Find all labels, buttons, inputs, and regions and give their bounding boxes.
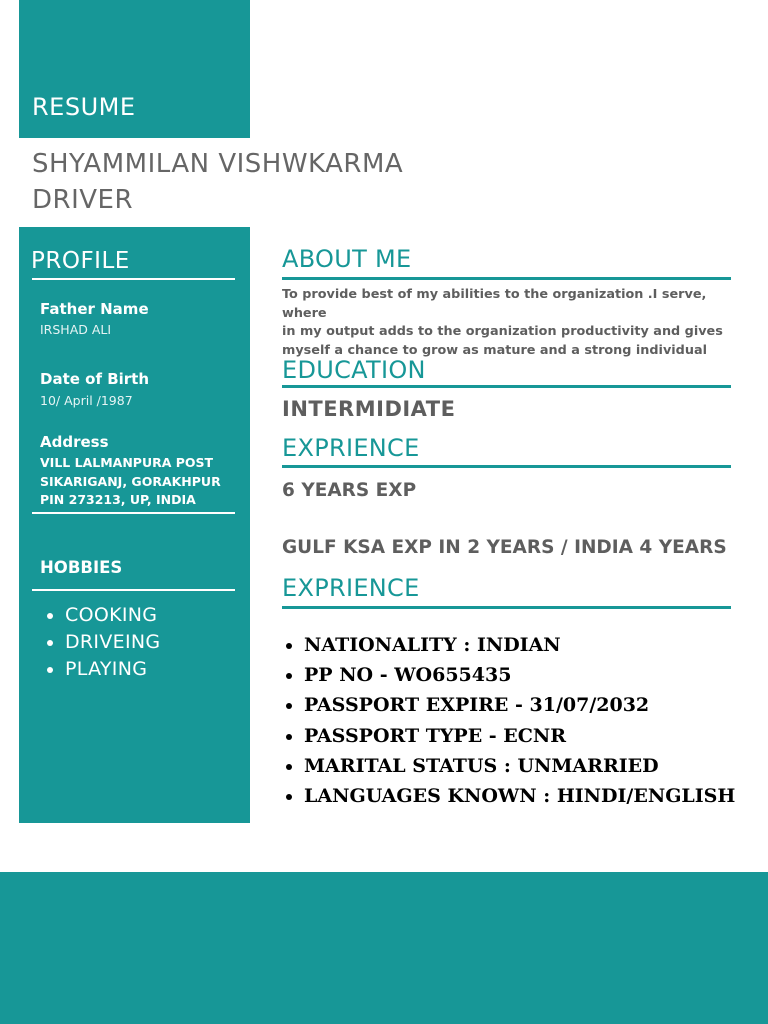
detail-item: • LANGUAGES KNOWN : HINDI/ENGLISH — [304, 781, 735, 811]
education-heading: EDUCATION — [282, 356, 426, 384]
hobby-item: • COOKING — [65, 602, 160, 629]
profile-heading: PROFILE — [31, 248, 130, 274]
candidate-role: DRIVER — [32, 185, 134, 215]
personal-heading: EXPRIENCE — [282, 574, 420, 602]
hobbies-divider — [32, 589, 235, 591]
address-divider — [32, 512, 235, 514]
personal-divider — [282, 606, 731, 609]
detail-item: • PP NO - WO655435 — [304, 660, 735, 690]
experience-heading: EXPRIENCE — [282, 434, 420, 462]
detail-item: • PASSPORT TYPE - ECNR — [304, 721, 735, 751]
dob-value: 10/ April /1987 — [40, 393, 133, 408]
address-line: VILL LALMANPURA POST — [40, 455, 214, 470]
experience-divider — [282, 465, 731, 468]
detail-item: • PASSPORT EXPIRE - 31/07/2032 — [304, 690, 735, 720]
name-block — [32, 146, 403, 218]
address-line: PIN 273213, UP, INDIA — [40, 492, 196, 507]
address-value — [40, 454, 221, 510]
candidate-name: SHYAMMILAN VISHWKARMA — [32, 149, 404, 179]
detail-item: • MARITAL STATUS : UNMARRIED — [304, 751, 735, 781]
father-name-value: IRSHAD ALI — [40, 322, 112, 337]
sidebar — [19, 227, 250, 823]
profile-divider — [32, 278, 235, 280]
footer-band — [0, 872, 768, 1024]
hobbies-list — [47, 602, 160, 683]
education-divider — [282, 385, 731, 388]
dob-label: Date of Birth — [40, 370, 150, 388]
personal-details-list — [282, 630, 735, 811]
about-divider — [282, 277, 731, 280]
about-text — [282, 286, 752, 360]
detail-item: • NATIONALITY : INDIAN — [304, 630, 735, 660]
education-value: INTERMIDIATE — [282, 397, 456, 421]
experience-detail: GULF KSA EXP IN 2 YEARS / INDIA 4 YEARS — [282, 537, 727, 558]
address-line: SIKARIGANJ, GORAKHPUR — [40, 473, 221, 489]
father-name-label: Father Name — [40, 300, 149, 318]
hobby-item: • DRIVEING — [65, 629, 160, 656]
about-line: To provide best of my abilities to the organization .I serve, where — [282, 287, 707, 321]
hobbies-heading: HOBBIES — [40, 558, 123, 577]
about-line: myself a chance to grow as mature and a strong individual — [282, 342, 707, 358]
about-line: in my output adds to the organization productivity and gives — [282, 324, 723, 339]
resume-title: RESUME — [32, 93, 136, 121]
address-label: Address — [40, 433, 109, 451]
hobby-item: • PLAYING — [65, 656, 160, 683]
about-heading: ABOUT ME — [282, 245, 412, 273]
experience-years: 6 YEARS EXP — [282, 480, 417, 501]
